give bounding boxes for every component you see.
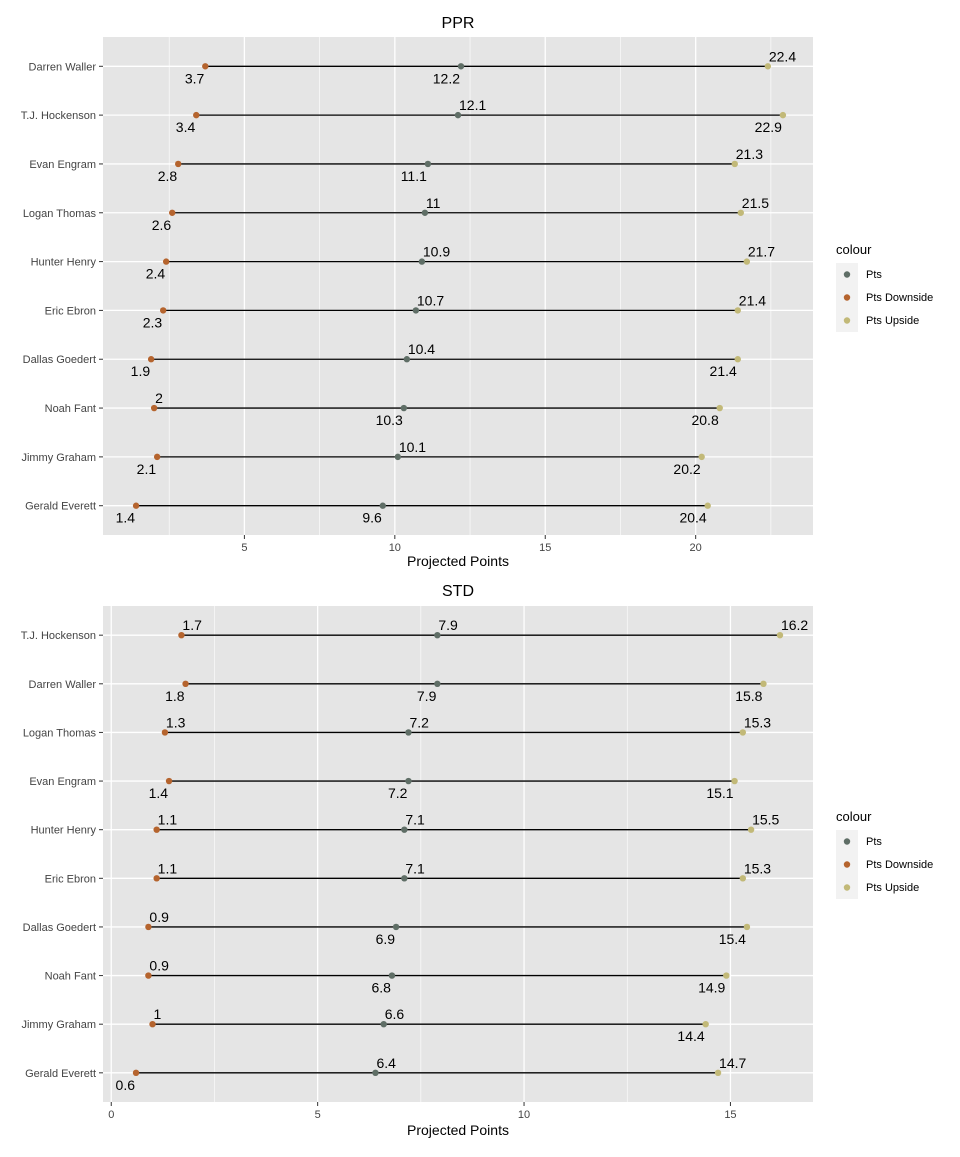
pts-upside-point	[717, 405, 723, 411]
pts-upside-value-label: 15.3	[743, 860, 772, 877]
pts-value-label: 6.6	[384, 1006, 405, 1023]
legend-label: Pts Downside	[866, 859, 934, 871]
pts-upside-value-label: 21.7	[747, 243, 776, 260]
pts-upside-value-label: 21.5	[741, 194, 770, 211]
legend-swatch	[844, 838, 850, 844]
pts-upside-point	[780, 112, 786, 118]
y-tick-label: T.J. Hockenson	[20, 630, 96, 643]
pts-downside-value-label: 2.4	[145, 265, 166, 282]
pts-downside-point	[133, 503, 139, 509]
pts-upside-value-label: 21.3	[735, 145, 764, 162]
pts-downside-value-label: 1.3	[165, 714, 186, 731]
y-tick-label: Logan Thomas	[22, 207, 96, 220]
pts-downside-value-label: 1.8	[165, 687, 185, 704]
legend-label: Pts	[866, 269, 882, 281]
pts-downside-point	[182, 681, 188, 687]
pts-upside-value-label: 22.9	[754, 119, 782, 136]
pts-downside-point	[133, 1070, 139, 1076]
legend-label: Pts	[866, 836, 882, 848]
pts-upside-point	[723, 972, 729, 978]
chart-title: STD	[442, 583, 474, 600]
legend-swatch	[844, 294, 850, 300]
pts-downside-value-label: 1.4	[115, 509, 136, 526]
y-tick-label: Jimmy Graham	[21, 1019, 96, 1032]
pts-downside-point	[160, 307, 166, 313]
pts-upside-point	[731, 778, 737, 784]
pts-upside-value-label: 14.9	[698, 979, 726, 996]
pts-upside-value-label: 14.4	[677, 1028, 705, 1045]
pts-point	[405, 778, 411, 784]
legend-label: Pts Downside	[866, 292, 934, 304]
pts-value-label: 7.1	[405, 860, 425, 877]
pts-value-label: 11.1	[400, 167, 427, 184]
plot-panel	[103, 606, 813, 1102]
x-tick-label: 15	[724, 1109, 737, 1121]
legend-swatch	[844, 271, 850, 277]
pts-upside-value-label: 21.4	[709, 363, 737, 380]
y-tick-label: Jimmy Graham	[21, 451, 96, 464]
legend-swatch	[844, 884, 850, 890]
y-tick-label: Logan Thomas	[22, 727, 96, 740]
pts-value-label: 6.4	[376, 1054, 396, 1071]
x-tick-label: 10	[517, 1109, 531, 1121]
x-tick-label: 5	[314, 1109, 321, 1121]
pts-downside-value-label: 2.6	[151, 216, 172, 233]
pts-downside-value-label: 1.9	[130, 363, 151, 380]
pts-upside-value-label: 20.8	[691, 412, 719, 429]
pts-value-label: 10.1	[398, 438, 427, 455]
pts-downside-value-label: 2	[155, 390, 163, 407]
pts-value-label: 12.2	[432, 70, 461, 87]
pts-upside-value-label: 20.4	[679, 509, 707, 526]
pts-upside-point	[760, 681, 766, 687]
pts-downside-point	[148, 356, 154, 362]
pts-point	[380, 503, 386, 509]
pts-value-label: 7.2	[409, 714, 429, 731]
legend-title: colour	[836, 242, 872, 257]
pts-downside-value-label: 1.7	[182, 617, 202, 634]
pts-value-label: 7.9	[416, 687, 437, 704]
pts-value-label: 10.3	[375, 412, 403, 429]
pts-value-label: 6.8	[371, 979, 391, 996]
pts-value-label: 7.1	[405, 811, 425, 828]
pts-downside-value-label: 0.9	[149, 908, 169, 925]
pts-value-label: 6.9	[375, 930, 396, 947]
chart-std	[21, 583, 933, 1138]
y-tick-label: Dallas Goedert	[22, 354, 96, 367]
pts-upside-value-label: 14.7	[719, 1054, 747, 1071]
x-tick-label: 15	[539, 542, 552, 554]
pts-upside-point	[698, 454, 704, 460]
pts-point	[401, 405, 407, 411]
pts-value-label: 7.2	[387, 785, 408, 802]
pts-value-label: 12.1	[459, 97, 487, 114]
legend-swatch	[844, 861, 850, 867]
y-tick-label: Gerald Everett	[25, 1067, 96, 1080]
pts-downside-value-label: 0.9	[149, 957, 169, 974]
pts-point	[434, 681, 440, 687]
y-tick-label: Hunter Henry	[30, 824, 96, 837]
pts-upside-value-label: 16.2	[780, 617, 809, 634]
legend	[836, 242, 933, 332]
pts-downside-value-label: 2.1	[136, 460, 157, 477]
pts-downside-value-label: 3.4	[175, 119, 196, 136]
pts-downside-value-label: 2.3	[142, 314, 163, 331]
pts-value-label: 10.7	[416, 292, 445, 309]
x-tick-label: 20	[689, 542, 702, 554]
pts-upside-value-label: 15.3	[743, 714, 772, 731]
y-tick-label: Eric Ebron	[44, 305, 96, 318]
y-tick-label: Noah Fant	[44, 970, 96, 983]
plot-panel	[103, 37, 813, 535]
pts-downside-point	[169, 210, 175, 216]
y-tick-label: T.J. Hockenson	[20, 110, 96, 123]
legend-title: colour	[836, 809, 872, 824]
pts-upside-point	[705, 503, 711, 509]
legend-label: Pts Upside	[866, 315, 920, 327]
legend-swatch	[844, 317, 850, 323]
y-tick-label: Evan Engram	[29, 776, 96, 789]
pts-downside-point	[202, 63, 208, 69]
pts-downside-point	[154, 454, 160, 460]
pts-downside-value-label: 1.4	[148, 785, 169, 802]
pts-upside-point	[744, 924, 750, 930]
legend-label: Pts Upside	[866, 882, 920, 894]
y-tick-label: Darren Waller	[28, 61, 96, 74]
pts-downside-point	[166, 778, 172, 784]
pts-downside-value-label: 1	[153, 1006, 162, 1023]
pts-downside-value-label: 1.1	[157, 860, 178, 877]
x-tick-label: 5	[241, 542, 248, 554]
pts-downside-point	[163, 258, 169, 264]
pts-upside-point	[702, 1021, 708, 1027]
x-axis-label: Projected Points	[407, 553, 509, 569]
pts-downside-point	[193, 112, 199, 118]
pts-point	[458, 63, 464, 69]
pts-value-label: 10.9	[422, 243, 451, 260]
pts-upside-point	[735, 356, 741, 362]
pts-value-label: 7.9	[438, 617, 458, 634]
pts-value-label: 9.6	[362, 509, 382, 526]
pts-downside-point	[175, 161, 181, 167]
x-tick-label: 0	[108, 1109, 115, 1121]
x-axis-label: Projected Points	[407, 1122, 509, 1138]
pts-point	[393, 924, 399, 930]
pts-upside-value-label: 15.1	[706, 785, 734, 802]
chart-title: PPR	[441, 15, 475, 32]
pts-downside-value-label: 2.8	[157, 167, 178, 184]
pts-upside-value-label: 20.2	[673, 460, 701, 477]
y-tick-label: Gerald Everett	[25, 500, 96, 513]
pts-upside-value-label: 15.5	[752, 811, 780, 828]
pts-upside-value-label: 22.4	[768, 48, 797, 65]
y-tick-label: Noah Fant	[44, 403, 96, 416]
pts-upside-value-label: 15.4	[718, 930, 746, 947]
pts-downside-value-label: 1.1	[157, 811, 178, 828]
pts-value-label: 11	[425, 194, 441, 211]
y-tick-label: Hunter Henry	[30, 256, 96, 269]
pts-upside-value-label: 21.4	[738, 292, 767, 309]
x-tick-label: 10	[388, 542, 401, 554]
pts-upside-value-label: 15.8	[735, 687, 763, 704]
y-tick-label: Dallas Goedert	[22, 921, 96, 934]
legend	[836, 809, 933, 899]
y-tick-label: Evan Engram	[29, 158, 96, 171]
pts-downside-value-label: 3.7	[184, 70, 205, 87]
pts-point	[389, 972, 395, 978]
y-tick-label: Darren Waller	[28, 678, 96, 691]
chart-ppr	[21, 15, 933, 569]
pts-value-label: 10.4	[407, 341, 436, 358]
y-tick-label: Eric Ebron	[44, 873, 96, 886]
pts-point	[425, 161, 431, 167]
pts-downside-value-label: 0.6	[115, 1076, 136, 1093]
